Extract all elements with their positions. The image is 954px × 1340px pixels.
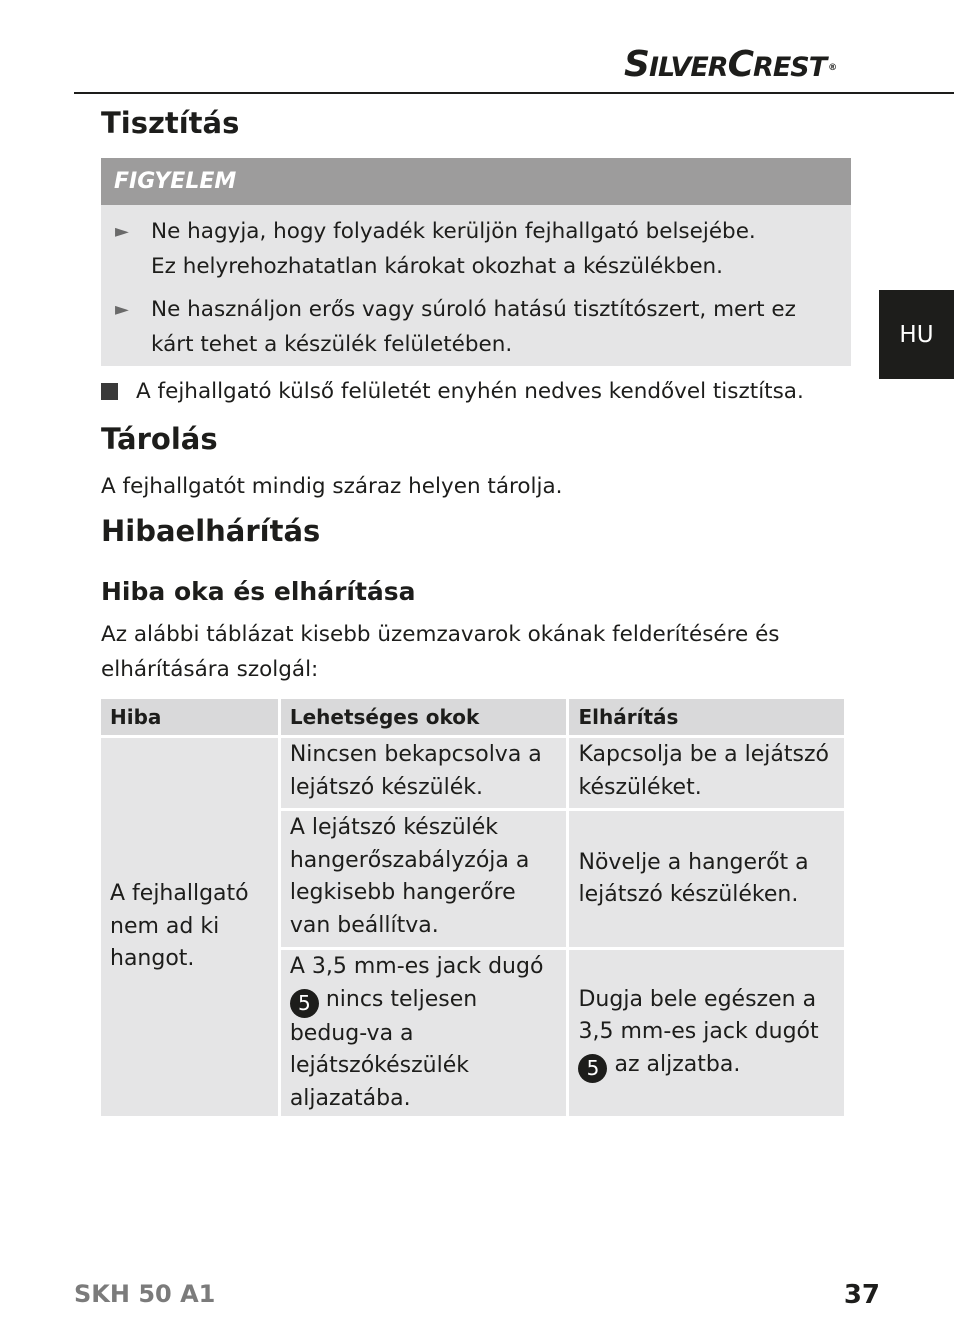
remedy-cell: Növelje a hangerőt a lejátszó készüléken.: [569, 811, 844, 947]
cleaning-heading: Tisztítás: [101, 106, 240, 140]
arrow-right-icon: ►: [115, 299, 129, 320]
troubleshooting-subheading: Hiba oka és elhárítása: [101, 577, 416, 606]
warning-item: ► Ne hagyja, hogy folyadék kerüljön fejhallgató belsejébe. Ez helyrehozhatatlan károkat okozhat a készülékben.: [151, 214, 841, 284]
cause-cell: Nincsen bekapcsolva a lejátszó készülék.: [281, 738, 567, 808]
table-header-row: [101, 699, 844, 735]
remedy-cell: Dugja bele egészen a 3,5 mm-es jack dugót 5 az aljzatba.: [569, 950, 844, 1116]
storage-text: A fejhallgatót mindig száraz helyen tárolja.: [101, 474, 563, 499]
warning-item: ► Ne használjon erős vagy súroló hatású tisztítószert, mert ez kárt tehet a készülék felületében.: [151, 292, 841, 362]
cause-cell: A lejátszó készülék hangerőszabályzója a legkisebb hangerőre van beállítva.: [281, 811, 567, 947]
header-rule: [74, 92, 954, 94]
troubleshooting-table: [98, 696, 847, 1119]
storage-heading: Tárolás: [101, 422, 218, 456]
warning-title: FIGYELEM: [101, 158, 851, 205]
troubleshooting-heading: Hibaelhárítás: [101, 514, 321, 548]
square-bullet-icon: [101, 383, 118, 400]
model-number: SKH 50 A1: [74, 1280, 216, 1308]
column-header: Hiba: [101, 699, 278, 735]
arrow-right-icon: ►: [115, 221, 129, 242]
cause-cell: A 3,5 mm-es jack dugó 5 nincs teljesen bedug-va a lejátszókészülék aljazatába.: [281, 950, 567, 1116]
silvercrest-logo: SILVERCREST ®: [624, 44, 837, 85]
troubleshooting-intro: Az alábbi táblázat kisebb üzemzavarok okának felderítésére és elhárítására szolgál:: [101, 622, 780, 682]
fault-cell: A fejhallgató nem ad ki hangot.: [101, 738, 278, 1116]
table-row: [101, 738, 844, 808]
cleaning-instruction: A fejhallgató külső felületét enyhén nedves kendővel tisztítsa.: [136, 379, 804, 404]
warning-box: [101, 158, 851, 366]
page-number: 37: [843, 1280, 880, 1310]
plug-number-badge: 5: [290, 989, 319, 1018]
column-header: Lehetséges okok: [281, 699, 567, 735]
plug-number-badge: 5: [578, 1054, 607, 1083]
language-tab: HU: [879, 290, 954, 379]
remedy-cell: Kapcsolja be a lejátszó készüléket.: [569, 738, 844, 808]
column-header: Elhárítás: [569, 699, 844, 735]
